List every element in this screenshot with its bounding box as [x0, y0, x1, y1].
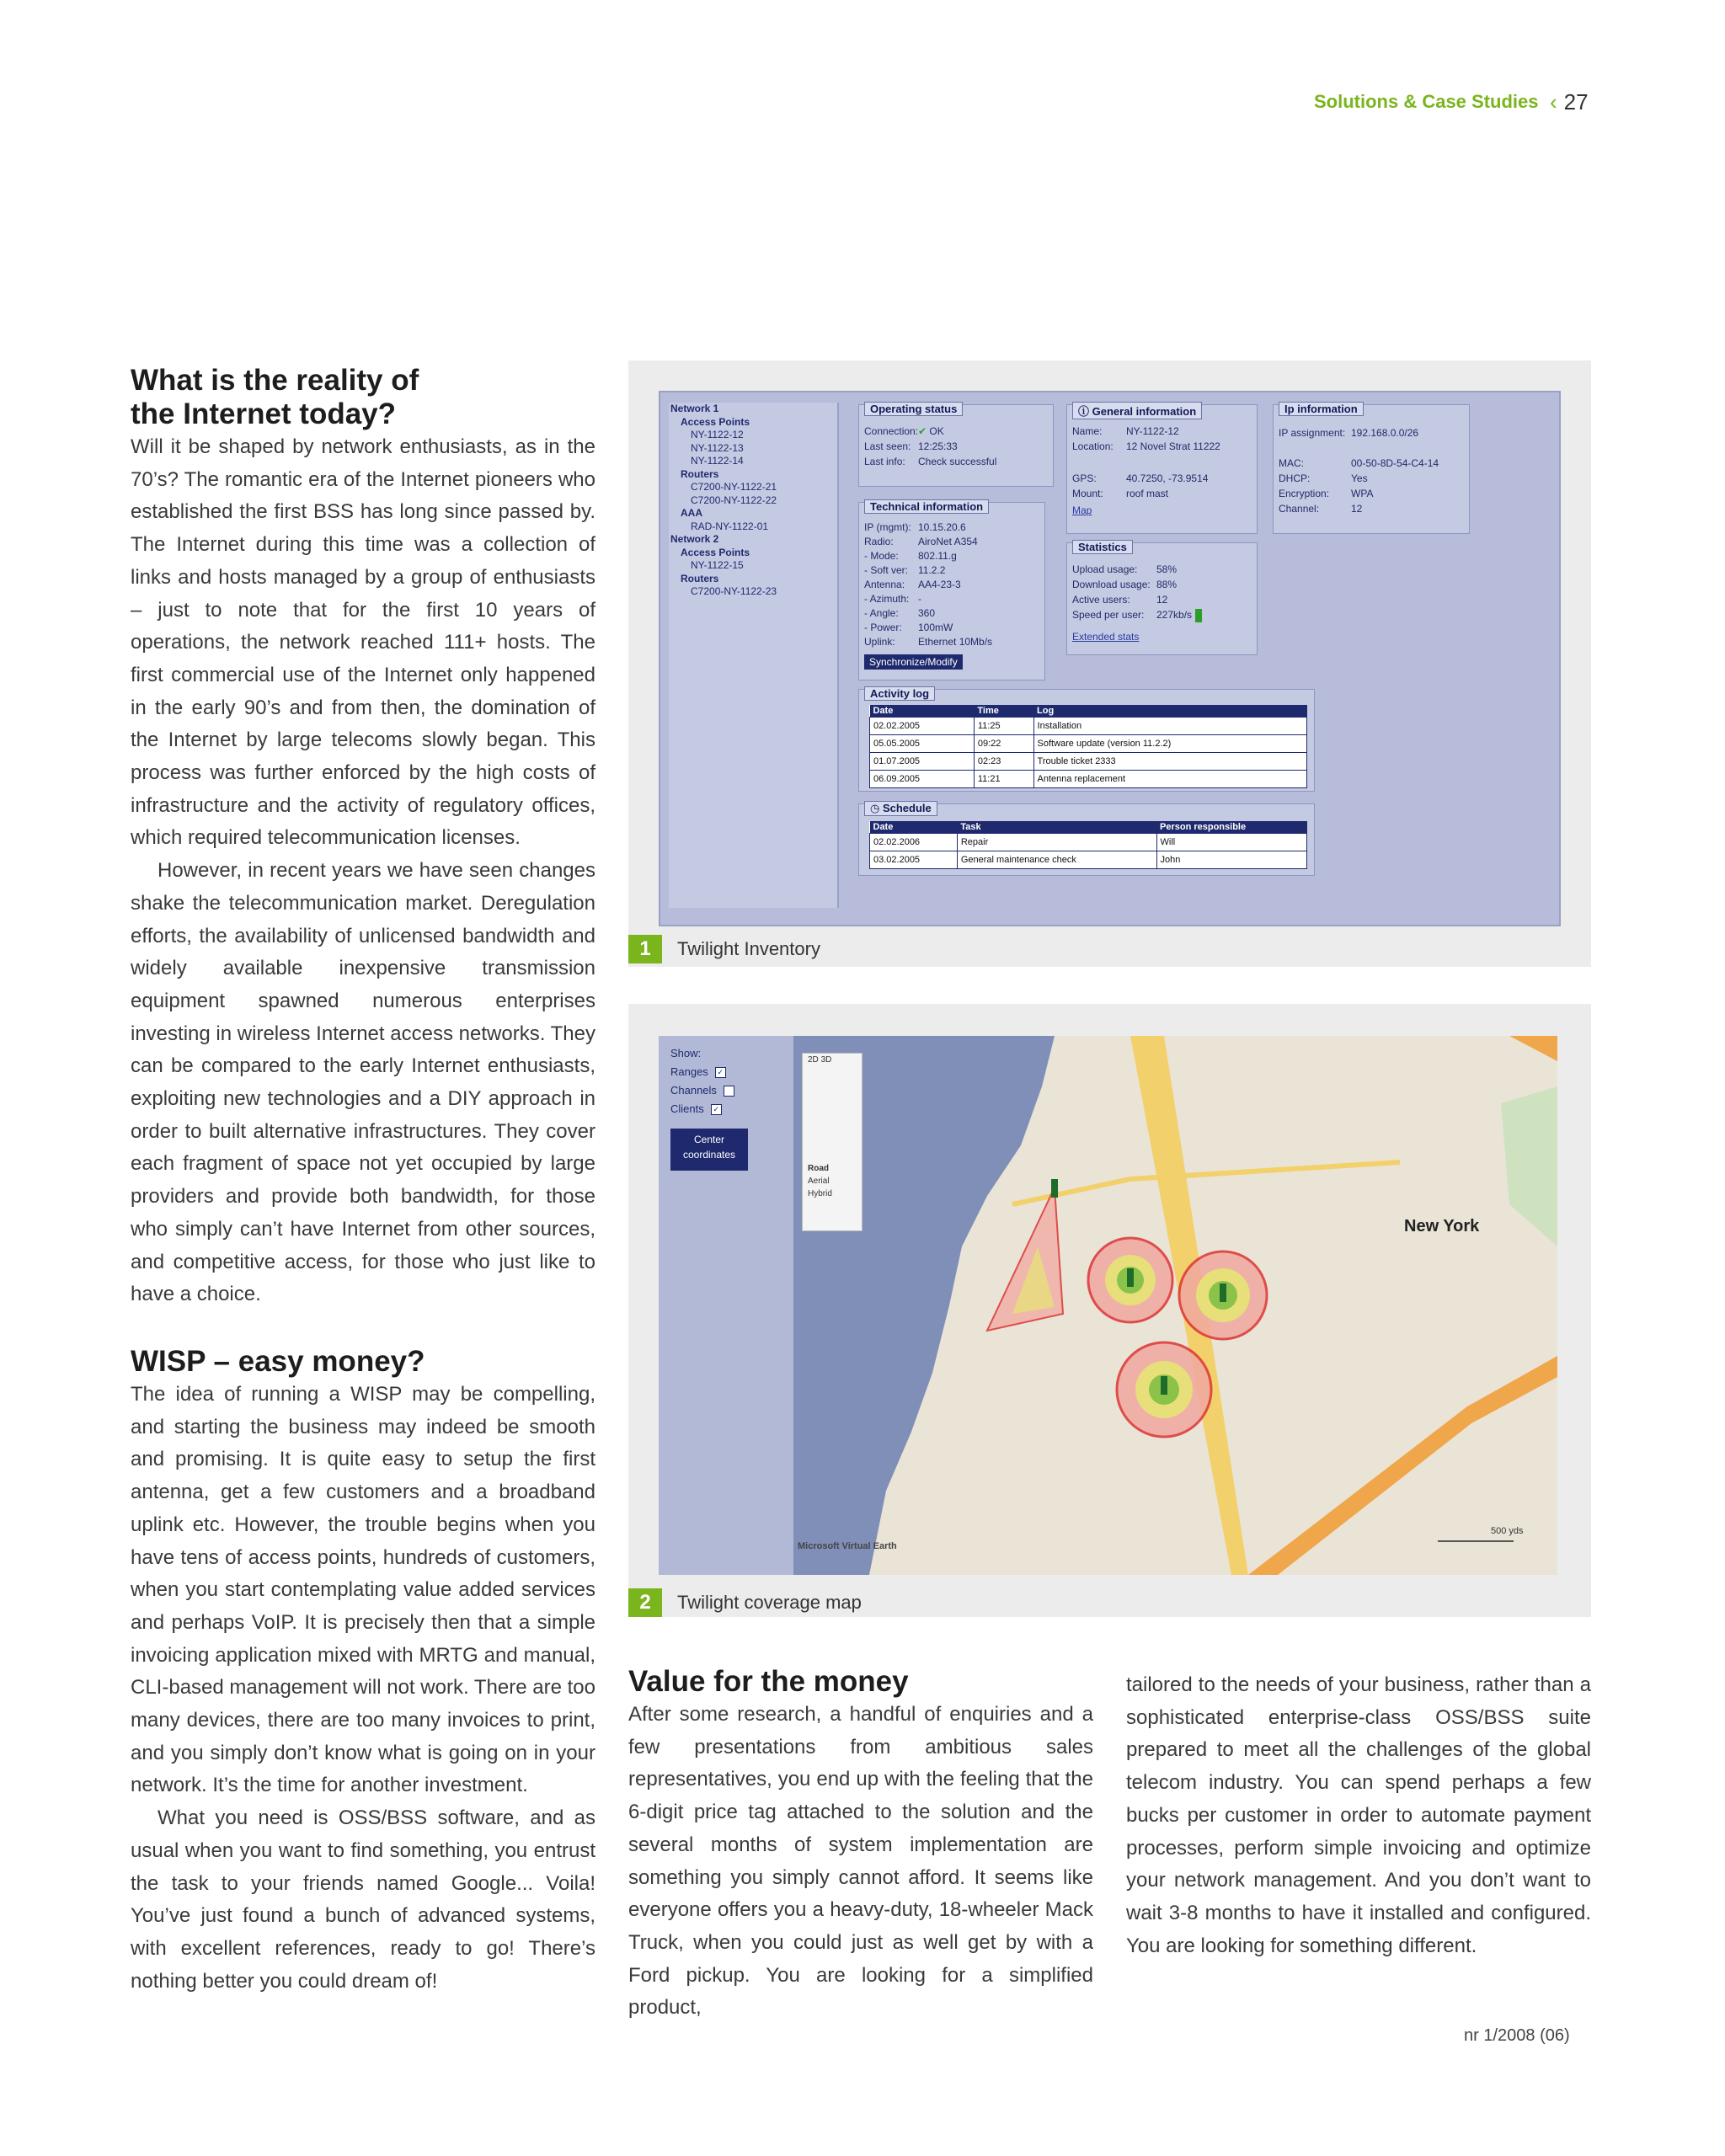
kv-label: Active users: [1072, 594, 1130, 606]
check-icon: ✔ [918, 425, 930, 437]
paragraph: The idea of running a WISP may be compelling, and starting the business may indeed be smooth and promising. It is quite easy to setup the first antenna, get a few customers and a broadband uplink etc. However, the trouble begins when you have tens of access points, hundreds of customers, when you start contemplating value added services and perhaps VoIP. It is precisely then that a simple invoicing application mixed with MRTG and manual, CLI-based management will not work. There are too many devices, there are too many invoices to print, and you simply don’t know what is going on in your network. It’s the time for another investment. [131, 1382, 595, 1797]
table-row [870, 718, 1307, 735]
cell: 09:22 [974, 735, 1033, 753]
kv-label: Last seen: [864, 440, 911, 452]
table-row [870, 753, 1307, 771]
kv-label: Channel: [1279, 503, 1320, 515]
article-middle-column [628, 1665, 1093, 2025]
panel-title-text: General information [1092, 405, 1197, 418]
map-canvas[interactable] [659, 1036, 1557, 1575]
kv-value: 100mW [918, 622, 953, 633]
synchronize-button[interactable]: Synchronize/Modify [864, 654, 963, 670]
cell: 02.02.2005 [870, 718, 975, 735]
section-title: Solutions & Case Studies [1314, 91, 1539, 112]
zoom-slider[interactable] [803, 1066, 862, 1162]
city-label: New York [1404, 1217, 1480, 1235]
map-type-aerial[interactable]: Aerial [808, 1177, 830, 1186]
option-label: Clients [670, 1102, 704, 1115]
kv-value: 12 Novel Strat 11222 [1126, 440, 1220, 452]
kv-label: Encryption: [1279, 488, 1330, 499]
table-header-row [870, 821, 1307, 834]
statistics-panel [1066, 542, 1258, 655]
cell: 02.02.2006 [870, 834, 958, 851]
map-link[interactable]: Map [1072, 504, 1092, 516]
kv-label: Download usage: [1072, 579, 1151, 590]
panel-title: Statistics [1072, 540, 1133, 554]
schedule-panel [858, 803, 1315, 876]
option-label: Ranges [670, 1065, 708, 1078]
kv-label: - Power: [864, 622, 902, 633]
column-header: Task [957, 821, 1156, 834]
kv-value: 00-50-8D-54-C4-14 [1351, 457, 1439, 469]
checkbox-checked-icon[interactable]: ✓ [711, 1104, 722, 1115]
cell: Installation [1033, 718, 1306, 735]
figure-caption: Twilight coverage map [677, 1592, 862, 1613]
checkbox-icon[interactable] [724, 1086, 734, 1097]
table-row [870, 771, 1307, 788]
kv-label: Speed per user: [1072, 609, 1145, 622]
cell: General maintenance check [957, 851, 1156, 869]
kv-label: MAC: [1279, 457, 1304, 469]
mode-2d[interactable]: 2D [808, 1055, 819, 1065]
center-coordinates-button[interactable]: Center coordinates [670, 1129, 748, 1171]
column-header: Time [974, 705, 1033, 718]
map-type-road[interactable]: Road [808, 1164, 829, 1173]
cell: Repair [957, 834, 1156, 851]
paragraph: What you need is OSS/BSS software, and as usual when you want to find something, you entrust the task to your friends named Google... Voila! You’ve just found a bunch of advanced systems, with excellent references, ready to go! There’s nothing better you could dream of! [131, 1806, 595, 1993]
map-controls [802, 1053, 862, 1231]
panel-title: Technical information [864, 499, 989, 514]
heading-value: Value for the money [628, 1665, 909, 1698]
tree-node[interactable]: C7200-NY-1122-23 [691, 585, 777, 597]
paragraph: However, in recent years we have seen changes shake the telecommunication market. Deregulation efforts, the availability of unlicensed bandwidth and widely available inexpensive transmission equipment spawned numerous enterprises investing in wireless Internet access networks. They can be compared to the early Internet enthusiasts, exploiting new technologies and a DIY approach in order to built alternative infrastructures. They cover each fragment of space not yet occupied by large providers and provide both bandwidth, for those who simply can’t have Internet from other sources, and competitive access, for those who just like to have a choice. [131, 859, 595, 1306]
cell: 03.02.2005 [870, 851, 958, 869]
column-header: Person responsible [1156, 821, 1307, 834]
cell: Will [1156, 834, 1307, 851]
kv-value: 12 [1351, 503, 1363, 515]
cell: 05.05.2005 [870, 735, 975, 753]
kv-label: Radio: [864, 536, 894, 547]
article-left-column [131, 364, 595, 1998]
tree-node[interactable]: NY-1122-12 [691, 429, 744, 440]
kv-value: AA4-23-3 [918, 579, 961, 590]
heading-wisp: WISP – easy money? [131, 1344, 425, 1378]
kv-value: 227kb/s [1156, 609, 1193, 622]
kv-label: IP (mgmt): [864, 521, 911, 533]
kv-label: - Mode: [864, 550, 899, 562]
tree-node[interactable]: Network 1 [670, 403, 719, 414]
tree-node[interactable]: AAA [681, 507, 702, 519]
figure-number: 1 [628, 935, 662, 963]
panel-title [1072, 402, 1202, 419]
info-icon: ⓘ [1078, 405, 1092, 418]
kv-label: - Azimuth: [864, 593, 910, 605]
option-channels[interactable] [670, 1081, 734, 1100]
column-header: Log [1033, 705, 1306, 718]
tree-node[interactable]: C7200-NY-1122-22 [691, 494, 777, 506]
activity-log-panel [858, 689, 1315, 792]
figure-inventory [628, 360, 1591, 967]
issue-number: nr 1/2008 (06) [1464, 2026, 1570, 2045]
cell: 11:25 [974, 718, 1033, 735]
kv-label: Last info: [864, 456, 905, 467]
extended-stats-link[interactable]: Extended stats [1072, 631, 1140, 643]
table-row [870, 851, 1307, 869]
clock-icon: ◷ [870, 802, 883, 814]
mode-3d[interactable]: 3D [820, 1055, 832, 1065]
heading-reality: What is the reality of the Internet today? [131, 364, 419, 430]
kv-value: - [918, 593, 921, 605]
kv-label: Upload usage: [1072, 563, 1138, 575]
cell: 01.07.2005 [870, 753, 975, 771]
table-row [870, 735, 1307, 753]
figure-number: 2 [628, 1588, 662, 1617]
kv-label: DHCP: [1279, 472, 1311, 484]
panel-title [864, 801, 937, 816]
schedule-table [869, 821, 1307, 869]
signal-icon [1195, 609, 1202, 622]
tree-node[interactable]: NY-1122-13 [691, 441, 744, 454]
tree-node[interactable]: NY-1122-15 [691, 559, 744, 571]
kv-value: AiroNet A354 [918, 536, 978, 547]
tree-node[interactable]: Routers [681, 467, 719, 480]
checkbox-checked-icon[interactable]: ✓ [715, 1067, 726, 1078]
kv-value: 12:25:33 [918, 440, 958, 452]
tree-node[interactable]: C7200-NY-1122-21 [691, 481, 777, 493]
panel-title: Ip information [1279, 402, 1364, 416]
view-mode-toggle[interactable] [803, 1054, 862, 1066]
tree-node[interactable]: Routers [681, 572, 719, 584]
kv-value: 10.15.20.6 [918, 521, 966, 533]
panel-title: Operating status [864, 402, 963, 416]
option-clients[interactable] [670, 1100, 734, 1118]
operating-status-panel [858, 404, 1054, 487]
figure-caption: Twilight Inventory [677, 938, 820, 959]
kv-value: WPA [1351, 488, 1374, 499]
kv-value: 88% [1156, 579, 1178, 590]
column-header: Date [870, 821, 958, 834]
kv-value: 12 [1156, 594, 1168, 606]
paragraph: tailored to the needs of your business, rather than a sophisticated enterprise-class OSS/BSS suite prepared to meet all the challenges of the global telecom industry. You can spend perhaps a few bucks per customer in order to automate payment processes, perform simple invoicing and optimize your network management. And you don’t want to wait 3-8 months to have it installed and configured. You are looking for something different. [1126, 1673, 1591, 1957]
map-type-hybrid[interactable]: Hybrid [808, 1189, 832, 1198]
tree-node[interactable]: RAD-NY-1122-01 [691, 520, 769, 532]
kv-label: Name: [1072, 425, 1103, 437]
general-info-panel [1066, 404, 1258, 534]
option-label: Channels [670, 1084, 717, 1097]
cell: Trouble ticket 2333 [1033, 753, 1306, 771]
kv-label: IP assignment: [1279, 427, 1346, 439]
kv-value: 802.11.g [918, 550, 957, 562]
kv-label: - Soft ver: [864, 564, 909, 576]
table-row [870, 834, 1307, 851]
activity-log-table [869, 705, 1307, 788]
kv-value: Ethernet 10Mb/s [918, 636, 993, 648]
map-sidebar [659, 1036, 793, 1575]
option-ranges[interactable] [670, 1063, 734, 1081]
kv-label: Uplink: [864, 636, 895, 648]
article-right-column [1126, 1669, 1591, 1962]
panel-title: Activity log [864, 686, 935, 701]
figure-coverage-map [628, 1004, 1591, 1617]
map-brand: Microsoft Virtual Earth [798, 1541, 897, 1551]
cell: John [1156, 851, 1307, 869]
inventory-screenshot [659, 391, 1561, 926]
kv-label: Connection: [864, 425, 919, 437]
kv-value: OK [929, 425, 944, 437]
kv-value: Yes [1351, 472, 1368, 484]
technical-info-panel [858, 502, 1045, 680]
tree-node[interactable]: NY-1122-14 [691, 455, 744, 467]
tree-node[interactable]: Access Points [681, 546, 750, 558]
cell: Antenna replacement [1033, 771, 1306, 788]
kv-label: Location: [1072, 440, 1114, 452]
tree-node[interactable]: Access Points [681, 415, 750, 428]
cell: 06.09.2005 [870, 771, 975, 788]
network-tree [669, 403, 839, 908]
kv-label: Antenna: [864, 579, 905, 590]
kv-value: 40.7250, -73.9514 [1126, 472, 1209, 484]
kv-label: GPS: [1072, 472, 1097, 484]
chevron-left-icon: ‹ [1550, 89, 1557, 115]
cell: Software update (version 11.2.2) [1033, 735, 1306, 753]
show-label: Show: [670, 1047, 702, 1059]
kv-value: roof mast [1126, 488, 1169, 499]
kv-label: - Angle: [864, 607, 899, 619]
paragraph: Will it be shaped by network enthusiasts, as in the 70’s? The romantic era of the Internet pioneers who established the first BSS has long since passed by. The Internet during this time was a collection of links and hosts managed by a group of enthusiasts – just to note that for the first 10 years of operations, the network reached 111+ hosts. The first commercial use of the Internet only happened in the early 90’s and from then, the domination of the Internet by large telecoms slowly began. This process was further enforced by the high costs of infrastructure and the activity of regulatory offices, which required telecommunication licenses. [131, 435, 595, 850]
kv-label: Mount: [1072, 488, 1103, 499]
kv-value: 58% [1156, 563, 1178, 575]
paragraph: After some research, a handful of enquiries and a few presentations from ambitious sales representatives, you end up with the feeling that the 6-digit price tag attached to the solution and the several months of system implementation are something you simply cannot afford. It seems like everyone offers you a heavy-duty, 18-wheeler Mack Truck, when you could just as well get by with a Ford pickup. You are looking for a simplified product, [628, 1703, 1093, 2020]
tree-node[interactable]: Network 2 [670, 533, 719, 545]
map-scale: 500 yds [1491, 1526, 1524, 1536]
cell: 11:21 [974, 771, 1033, 788]
kv-value: 192.168.0.0/26 [1351, 427, 1419, 439]
kv-value: NY-1122-12 [1126, 425, 1179, 437]
coverage-map-screenshot [659, 1036, 1557, 1575]
table-header-row [870, 705, 1307, 718]
layer-options [670, 1044, 734, 1118]
ip-info-panel [1273, 404, 1470, 534]
column-header: Date [870, 705, 975, 718]
kv-value: 11.2.2 [918, 564, 946, 576]
page-number [1550, 89, 1589, 115]
kv-value: 360 [918, 607, 936, 619]
cell: 02:23 [974, 753, 1033, 771]
kv-value: Check successful [918, 456, 997, 467]
panel-title-text: Schedule [882, 802, 932, 814]
page-number-value: 27 [1563, 89, 1589, 115]
